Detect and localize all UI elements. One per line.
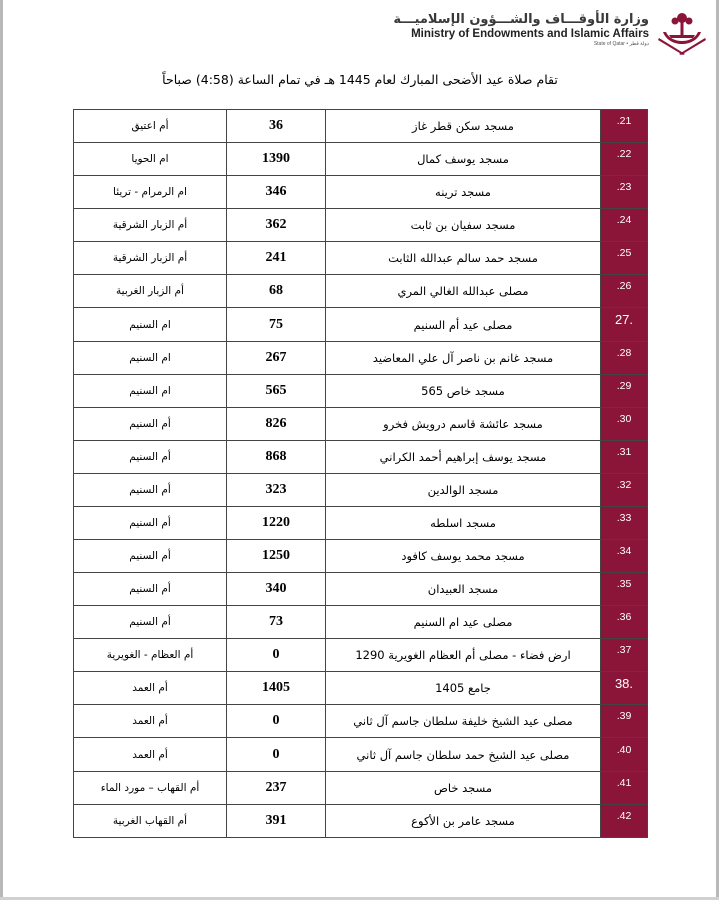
number-cell: 0 — [227, 639, 326, 672]
table-row — [74, 242, 648, 275]
row-index-label: .21 — [616, 115, 632, 128]
number-cell: 346 — [227, 176, 326, 209]
row-index-cell — [601, 738, 648, 771]
table-row — [74, 506, 648, 539]
mosque-name-cell: مصلى عيد الشيخ خليفة سلطان جاسم آل ثاني — [326, 705, 601, 738]
row-index-cell — [601, 771, 648, 804]
mosque-name-cell: مسجد خاص — [326, 771, 601, 804]
number-cell: 868 — [227, 440, 326, 473]
mosque-name-cell: مسجد ترينه — [326, 176, 601, 209]
area-cell: أم السنيم — [74, 540, 227, 573]
mosque-name-cell: مصلى عيد ام السنيم — [326, 606, 601, 639]
row-index-cell — [601, 672, 648, 705]
number-cell: 237 — [227, 771, 326, 804]
row-index-cell — [601, 407, 648, 440]
row-index-label: 38. — [614, 675, 634, 691]
area-cell: ام السنيم — [74, 308, 227, 341]
row-index-label: .24 — [616, 214, 632, 227]
number-cell: 241 — [227, 242, 326, 275]
number-cell: 1250 — [227, 540, 326, 573]
row-index-cell — [601, 573, 648, 606]
row-index-cell — [601, 540, 648, 573]
area-cell: أم الزبار الغربية — [74, 275, 227, 308]
row-index-label: .30 — [616, 412, 632, 425]
number-cell: 1405 — [227, 672, 326, 705]
row-index-cell — [601, 804, 648, 837]
table-row — [74, 176, 648, 209]
number-cell: 267 — [227, 341, 326, 374]
row-index-label: .26 — [616, 280, 632, 293]
row-index-cell — [601, 506, 648, 539]
document-header — [389, 8, 709, 58]
mosque-name-cell: ارض فضاء - مصلى أم العظام الغويرية 1290 — [326, 639, 601, 672]
mosque-schedule-table — [73, 109, 648, 838]
table-row — [74, 110, 648, 143]
number-cell: 0 — [227, 705, 326, 738]
mosque-name-cell: مسجد العبيدان — [326, 573, 601, 606]
mosque-name-cell: مسجد عامر بن الأكوع — [326, 804, 601, 837]
row-index-label: .29 — [616, 379, 632, 392]
number-cell: 565 — [227, 374, 326, 407]
area-cell: أم اعتيق — [74, 110, 227, 143]
mosque-name-cell: مصلى عبدالله الغالي المري — [326, 275, 601, 308]
row-index-label: .41 — [616, 776, 632, 789]
row-index-label: .35 — [616, 578, 632, 591]
table-body — [74, 110, 648, 838]
row-index-label: .42 — [616, 809, 632, 822]
mosque-name-cell: مصلى عيد الشيخ حمد سلطان جاسم آل ثاني — [326, 738, 601, 771]
row-index-cell — [601, 473, 648, 506]
row-index-label: .32 — [616, 478, 632, 491]
number-cell: 1220 — [227, 506, 326, 539]
mosque-name-cell: مسجد يوسف إبراهيم أحمد الكراني — [326, 440, 601, 473]
number-cell: 73 — [227, 606, 326, 639]
table-row — [74, 374, 648, 407]
table-row — [74, 440, 648, 473]
number-cell: 0 — [227, 738, 326, 771]
row-index-cell — [601, 374, 648, 407]
row-index-cell — [601, 209, 648, 242]
area-cell: أم السنيم — [74, 440, 227, 473]
table-row — [74, 341, 648, 374]
area-cell: أم القهاب – مورد الماء — [74, 771, 227, 804]
mosque-name-cell: جامع 1405 — [326, 672, 601, 705]
mosque-name-cell: مسجد محمد يوسف كافود — [326, 540, 601, 573]
mosque-name-cell: مصلى عيد أم السنيم — [326, 308, 601, 341]
area-cell: أم السنيم — [74, 473, 227, 506]
table-row — [74, 705, 648, 738]
number-cell: 36 — [227, 110, 326, 143]
number-cell: 68 — [227, 275, 326, 308]
number-cell: 1390 — [227, 143, 326, 176]
mosque-name-cell: مسجد سفيان بن ثابت — [326, 209, 601, 242]
table-row — [74, 407, 648, 440]
row-index-cell — [601, 606, 648, 639]
document-title: تقام صلاة عيد الأضحى المبارك لعام 1445 هـ في تمام الساعة (4:58) صباحاً — [162, 72, 558, 87]
mosque-name-cell: مسجد يوسف كمال — [326, 143, 601, 176]
table-row — [74, 672, 648, 705]
ministry-name-english: Ministry of Endowments and Islamic Affairs — [411, 28, 649, 40]
row-index-cell — [601, 639, 648, 672]
ministry-name-arabic: وزارة الأوقـــاف والشـــؤون الإسلاميـــة — [393, 12, 649, 27]
area-cell: أم الزبار الشرقية — [74, 209, 227, 242]
table-row — [74, 473, 648, 506]
mosque-name-cell: مسجد غانم بن ناصر آل علي المعاضيد — [326, 341, 601, 374]
number-cell: 391 — [227, 804, 326, 837]
table-row — [74, 540, 648, 573]
area-cell: ام السنيم — [74, 374, 227, 407]
area-cell: أم العمد — [74, 738, 227, 771]
ministry-name-block — [393, 12, 649, 47]
row-index-label: .39 — [616, 710, 632, 723]
table-row — [74, 606, 648, 639]
area-cell: أم السنيم — [74, 573, 227, 606]
row-index-cell — [601, 176, 648, 209]
row-index-label: .36 — [616, 611, 632, 624]
area-cell: أم الزبار الشرقية — [74, 242, 227, 275]
number-cell: 323 — [227, 473, 326, 506]
row-index-label: 27. — [614, 312, 634, 327]
mosque-name-cell: مسجد عائشة قاسم درويش فخرو — [326, 407, 601, 440]
row-index-label: .23 — [616, 181, 632, 194]
row-index-label: .33 — [616, 511, 632, 524]
area-cell: ام السنيم — [74, 341, 227, 374]
mosque-name-cell: مسجد الوالدين — [326, 473, 601, 506]
area-cell: أم العظام - الغويرية — [74, 639, 227, 672]
ministry-emblem-icon — [655, 8, 709, 56]
mosque-name-cell: مسجد سكن قطر غاز — [326, 110, 601, 143]
row-index-cell — [601, 275, 648, 308]
area-cell: ام الرمرام - تريئا — [74, 176, 227, 209]
table-row — [74, 804, 648, 837]
number-cell: 826 — [227, 407, 326, 440]
row-index-label: .25 — [616, 247, 632, 260]
row-index-cell — [601, 143, 648, 176]
row-index-label: .37 — [616, 644, 632, 657]
number-cell: 340 — [227, 573, 326, 606]
row-index-label: .31 — [616, 445, 632, 458]
row-index-label: .40 — [616, 743, 632, 756]
row-index-cell — [601, 705, 648, 738]
row-index-label: .34 — [616, 545, 632, 558]
mosque-name-cell: مسجد خاص 565 — [326, 374, 601, 407]
table-row — [74, 209, 648, 242]
table-row — [74, 639, 648, 672]
area-cell: أم العمد — [74, 705, 227, 738]
row-index-cell — [601, 242, 648, 275]
row-index-label: .22 — [616, 148, 632, 161]
row-index-cell — [601, 308, 648, 341]
area-cell: ام الحويا — [74, 143, 227, 176]
area-cell: أم السنيم — [74, 506, 227, 539]
area-cell: أم العمد — [74, 672, 227, 705]
area-cell: أم القهاب الغربية — [74, 804, 227, 837]
number-cell: 75 — [227, 308, 326, 341]
table-row — [74, 143, 648, 176]
table-row — [74, 771, 648, 804]
row-index-cell — [601, 440, 648, 473]
table-row — [74, 308, 648, 341]
row-index-cell — [601, 341, 648, 374]
table-row — [74, 738, 648, 771]
mosque-name-cell: مسجد اسلطه — [326, 506, 601, 539]
area-cell: أم السنيم — [74, 606, 227, 639]
area-cell: أم السنيم — [74, 407, 227, 440]
row-index-cell — [601, 110, 648, 143]
page-edge-left — [0, 0, 3, 900]
table-row — [74, 573, 648, 606]
mosque-name-cell: مسجد حمد سالم عبدالله الثابت — [326, 242, 601, 275]
row-index-label: .28 — [616, 346, 632, 359]
number-cell: 362 — [227, 209, 326, 242]
state-line: State of Qatar • دولة قطر — [593, 41, 649, 47]
table-row — [74, 275, 648, 308]
